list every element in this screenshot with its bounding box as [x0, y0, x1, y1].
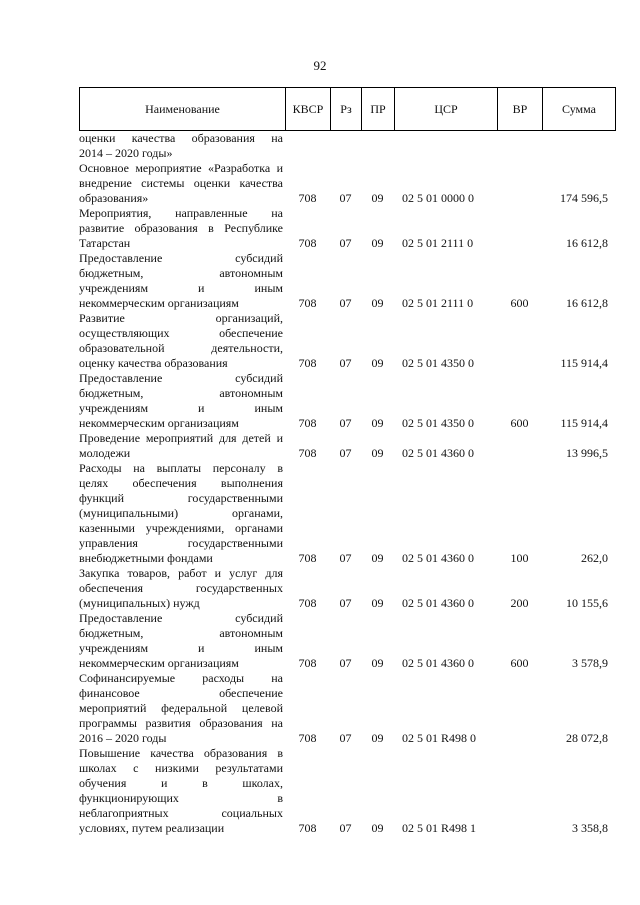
- row-name-line: Предоставление субсидий: [79, 371, 283, 385]
- row-name: [79, 371, 285, 431]
- row-sum: 262,0: [581, 551, 608, 565]
- row-csr: 02 5 01 2111 0: [402, 296, 474, 310]
- row-name-line: Татарстан: [79, 236, 131, 250]
- row-rz: 07: [339, 596, 352, 610]
- row-name: [79, 161, 285, 206]
- row-name-line: внебюджетными фондами: [79, 551, 213, 565]
- table-row: [79, 611, 616, 671]
- row-name-line: некоммерческим организациям: [79, 416, 239, 430]
- row-rz: 07: [339, 551, 352, 565]
- row-name: [79, 311, 285, 371]
- row-csr: 02 5 01 4360 0: [402, 656, 474, 670]
- row-name-line: Предоставление субсидий: [79, 251, 283, 265]
- row-name-line: школах с низкими результатами: [79, 761, 283, 775]
- header-vr: ВР: [498, 88, 543, 130]
- row-vr: 200: [510, 596, 529, 610]
- row-rz: 07: [339, 416, 352, 430]
- row-csr: 02 5 01 R498 1: [402, 821, 477, 835]
- row-csr: 02 5 01 R498 0: [402, 731, 477, 745]
- row-kvsr: 708: [298, 236, 317, 250]
- header-csr: ЦСР: [395, 88, 498, 130]
- row-sum: 13 996,5: [566, 446, 608, 460]
- row-rz: 07: [339, 191, 352, 205]
- header-name: Наименование: [80, 88, 286, 130]
- row-name-line: некоммерческим организациям: [79, 296, 239, 310]
- row-name-line: оценки качества образования на: [79, 131, 283, 145]
- row-sum: 16 612,8: [566, 236, 608, 250]
- row-name-line: Развитие организаций,: [79, 311, 283, 325]
- header-sum: Сумма: [562, 101, 596, 116]
- row-name-line: условиях, путем реализации: [79, 821, 225, 835]
- row-name-line: казенными учреждениями, органами: [79, 521, 283, 535]
- row-pr: 09: [371, 446, 384, 460]
- row-vr: 600: [510, 656, 529, 670]
- row-name-line: (муниципальных) нужд: [79, 596, 200, 610]
- table-header: [79, 87, 616, 131]
- row-csr: 02 5 01 4360 0: [402, 446, 474, 460]
- table-body: [79, 131, 616, 836]
- table-row: [79, 311, 616, 371]
- row-name-line: Мероприятия, направленные на: [79, 206, 283, 220]
- row-name-line: неблагоприятных социальных: [79, 806, 283, 820]
- row-sum: 174 596,5: [560, 191, 608, 205]
- row-name-line: функций государственными: [79, 491, 283, 505]
- row-name-line: Предоставление субсидий: [79, 611, 283, 625]
- row-name-line: обучения и в школах,: [79, 776, 283, 790]
- row-name: [79, 431, 285, 461]
- table-row: [79, 251, 616, 311]
- row-name-line: образовательной деятельности,: [79, 341, 283, 355]
- row-kvsr: 708: [298, 656, 317, 670]
- row-name-line: обеспечения государственных: [79, 581, 283, 595]
- row-csr: 02 5 01 0000 0: [402, 191, 474, 205]
- row-name-line: Закупка товаров, работ и услуг для: [79, 566, 283, 580]
- row-rz: 07: [339, 236, 352, 250]
- row-name: [79, 671, 285, 746]
- row-sum: 16 612,8: [566, 296, 608, 310]
- row-name-line: бюджетным, автономным: [79, 626, 283, 640]
- row-kvsr: 708: [298, 731, 317, 745]
- row-csr: 02 5 01 4360 0: [402, 551, 474, 565]
- row-name-line: 2014 – 2020 годы»: [79, 146, 173, 160]
- row-name-line: образования»: [79, 191, 149, 205]
- row-pr: 09: [371, 416, 384, 430]
- row-vr: 600: [510, 296, 529, 310]
- row-csr: 02 5 01 4350 0: [402, 416, 474, 430]
- row-name-line: целях обеспечения выполнения: [79, 476, 283, 490]
- row-kvsr: 708: [298, 551, 317, 565]
- table-row: [79, 206, 616, 251]
- row-rz: 07: [339, 356, 352, 370]
- row-name-line: Проведение мероприятий для детей и: [79, 431, 283, 445]
- row-name: [79, 206, 285, 251]
- row-csr: 02 5 01 2111 0: [402, 236, 474, 250]
- row-name-line: функционирующих в: [79, 791, 283, 805]
- row-name-line: учреждениям и иным: [79, 641, 283, 655]
- row-name-line: финансовое обеспечение: [79, 686, 283, 700]
- row-name: [79, 746, 285, 836]
- row-kvsr: 708: [298, 296, 317, 310]
- row-kvsr: 708: [298, 191, 317, 205]
- row-name-line: Расходы на выплаты персоналу в: [79, 461, 283, 475]
- row-vr: 100: [510, 551, 529, 565]
- table-row: [79, 461, 616, 566]
- header-kvsr: КВСР: [286, 88, 331, 130]
- row-name-line: развитие образования в Республике: [79, 221, 283, 235]
- row-sum: 3 358,8: [572, 821, 608, 835]
- row-name-line: Основное мероприятие «Разработка и: [79, 161, 283, 175]
- row-kvsr: 708: [298, 446, 317, 460]
- row-csr: 02 5 01 4360 0: [402, 596, 474, 610]
- row-name-line: Повышение качества образования в: [79, 746, 283, 760]
- row-name-line: (муниципальными) органами,: [79, 506, 283, 520]
- row-rz: 07: [339, 296, 352, 310]
- row-name-line: бюджетным, автономным: [79, 266, 283, 280]
- row-pr: 09: [371, 296, 384, 310]
- table-row: [79, 746, 616, 836]
- row-name: [79, 566, 285, 611]
- row-csr: 02 5 01 4350 0: [402, 356, 474, 370]
- row-rz: 07: [339, 821, 352, 835]
- row-name: [79, 611, 285, 671]
- row-name-line: молодежи: [79, 446, 131, 460]
- row-sum: 115 914,4: [560, 416, 608, 430]
- row-sum: 115 914,4: [560, 356, 608, 370]
- row-name: [79, 131, 285, 161]
- table-row: [79, 161, 616, 206]
- header-pr: ПР: [362, 88, 395, 130]
- row-kvsr: 708: [298, 356, 317, 370]
- row-pr: 09: [371, 551, 384, 565]
- row-name-line: 2016 – 2020 годы: [79, 731, 167, 745]
- row-kvsr: 708: [298, 596, 317, 610]
- row-name-line: Софинансируемые расходы на: [79, 671, 283, 685]
- row-vr: 600: [510, 416, 529, 430]
- table-row: [79, 671, 616, 746]
- row-name-line: мероприятий федеральной целевой: [79, 701, 283, 715]
- row-pr: 09: [371, 236, 384, 250]
- row-name: [79, 461, 285, 566]
- row-name-line: учреждениям и иным: [79, 281, 283, 295]
- row-name-line: учреждениям и иным: [79, 401, 283, 415]
- table-row: [79, 431, 616, 461]
- row-pr: 09: [371, 656, 384, 670]
- row-name: [79, 251, 285, 311]
- row-pr: 09: [371, 191, 384, 205]
- row-rz: 07: [339, 446, 352, 460]
- row-name-line: некоммерческим организациям: [79, 656, 239, 670]
- page-number: 92: [313, 58, 327, 73]
- row-kvsr: 708: [298, 821, 317, 835]
- row-name-line: внедрение системы оценки качества: [79, 176, 283, 190]
- row-sum: 3 578,9: [572, 656, 608, 670]
- table-row: [79, 371, 616, 431]
- row-pr: 09: [371, 356, 384, 370]
- row-pr: 09: [371, 731, 384, 745]
- row-sum: 10 155,6: [566, 596, 608, 610]
- row-rz: 07: [339, 656, 352, 670]
- row-name-line: оценку качества образования: [79, 356, 228, 370]
- row-sum: 28 072,8: [566, 731, 608, 745]
- row-name-line: управления государственными: [79, 536, 283, 550]
- row-rz: 07: [339, 731, 352, 745]
- row-name-line: программы развития образования на: [79, 716, 283, 730]
- row-name-line: осуществляющих обеспечение: [79, 326, 283, 340]
- row-pr: 09: [371, 821, 384, 835]
- row-kvsr: 708: [298, 416, 317, 430]
- table-row: [79, 566, 616, 611]
- table-row: [79, 131, 616, 161]
- header-rz: Рз: [331, 88, 362, 130]
- row-pr: 09: [371, 596, 384, 610]
- row-name-line: бюджетным, автономным: [79, 386, 283, 400]
